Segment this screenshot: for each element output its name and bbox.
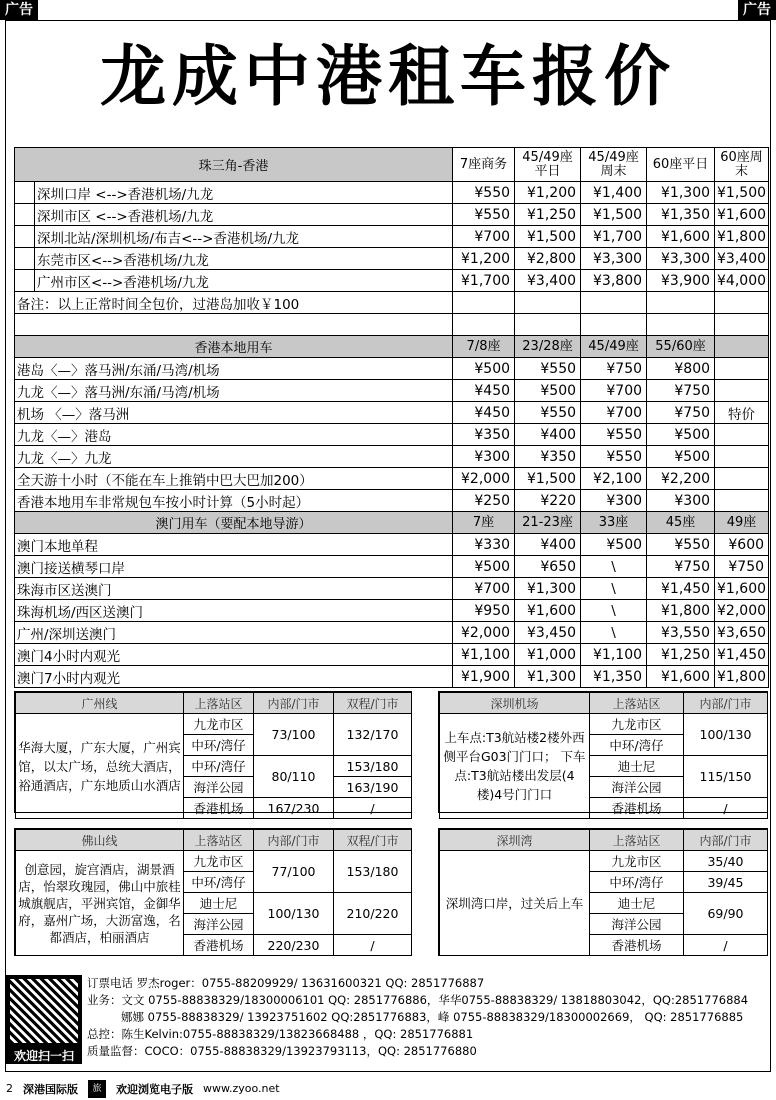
szbay-price-header: 内部/门市 [684,830,768,851]
price-cell: ¥1,700 [581,226,647,248]
foshan-line-box [14,828,412,956]
price-cell: ¥750 [647,402,715,424]
column-header [715,336,769,358]
fs-price-header: 内部/门市 [254,830,334,851]
price-cell: ¥300 [453,446,515,468]
column-header: 45/49座周末 [581,148,647,182]
price-cell: ¥550 [647,534,715,556]
price-cell [715,490,769,512]
route-row [15,424,769,446]
route-row [15,204,769,226]
gz-roundtrip: 132/170 [334,714,412,756]
price-cell: ¥330 [453,534,515,556]
route-row [15,534,769,556]
szbay-pickup-desc: 深圳湾口岸，过关后上车 [440,851,590,956]
gz-roundtrip: 153/180 [334,756,412,777]
price-cell [715,380,769,402]
price-cell: ¥1,000 [515,644,581,666]
shenzhen-airport-box [438,691,768,816]
empty-cell [581,292,647,314]
price-cell: ¥1,700 [453,270,515,292]
contact-line: 质量监督：COCO：0755-88838329/13923793113，QQ: 2851776880 [87,1044,477,1058]
price-cell: ¥1,100 [581,644,647,666]
route-name: 港岛〈—〉落马洲/东涌/马湾/机场 [15,358,453,380]
empty-cell [453,314,515,336]
price-cell: ¥2,200 [647,468,715,490]
sec2-header [15,336,769,358]
qr-code-image [6,975,82,1047]
route-name: 香港本地用车非常规包车按小时计算（5小时起） [15,490,453,512]
price-cell: ¥3,450 [515,622,581,644]
szair-price-header: 内部/门市 [684,693,768,714]
gz-price: 73/100 [254,714,334,756]
checkbox-cell [15,226,35,248]
fs-stop: 海洋公园 [184,914,254,935]
price-cell: ¥1,600 [715,578,769,600]
price-cell: ¥700 [453,578,515,600]
ad-label-right: 广告 [738,0,776,20]
empty-cell [515,292,581,314]
checkbox-cell [15,182,35,204]
gz-stop: 中环/湾仔 [184,756,254,777]
column-header: 7/8座 [453,336,515,358]
qr-code[interactable] [6,975,82,1063]
price-cell: ¥1,450 [715,644,769,666]
edition-name: 深港国际版 [23,1082,78,1096]
gz-title: 广州线 [16,693,184,714]
route-name: 澳门本地单程 [15,534,453,556]
qr-label: 欢迎扫一扫 [6,1047,82,1064]
gz-pickup-desc: 华海大厦，广东大厦，广州宾馆，以太广场，总统大酒店，裕通酒店，广东地质山水酒店 [16,714,184,819]
route-name: 广州市区<-->香港机场/九龙 [35,270,453,292]
price-cell: ¥2,800 [515,248,581,270]
price-cell: ¥2,100 [581,468,647,490]
price-cell: ¥750 [647,556,715,578]
route-row [15,402,769,424]
route-row [15,226,769,248]
route-row [15,556,769,578]
szair-stop: 迪士尼 [590,756,684,777]
szair-stop-header: 上落站区 [590,693,684,714]
route-name: 澳门7小时内观光 [15,666,453,688]
column-header: 60座平日 [647,148,715,182]
fs-stop: 中环/湾仔 [184,872,254,893]
fs-price: 220/230 [254,935,334,956]
fs-price: 77/100 [254,851,334,893]
price-cell: ¥1,600 [515,600,581,622]
section-title: 珠三角-香港 [15,148,453,182]
route-row [15,600,769,622]
price-cell: ¥500 [453,358,515,380]
route-name: 深圳市区 <-->香港机场/九龙 [35,204,453,226]
price-cell: ¥1,450 [647,578,715,600]
column-header: 23/28座 [515,336,581,358]
empty-cell [715,292,769,314]
route-row [15,270,769,292]
price-cell [715,468,769,490]
route-row [15,358,769,380]
szair-pickup-desc: 上车点:T3航站楼2楼外西侧平台G03门门口； 下车点:T3航站楼出发层(4楼)4号门门口 [440,714,590,819]
fs-roundtrip: 153/180 [334,851,412,893]
price-cell: ¥800 [647,358,715,380]
route-name: 机场 〈—〉落马洲 [15,402,453,424]
price-cell: ¥3,400 [515,270,581,292]
price-cell: ¥1,400 [581,182,647,204]
price-cell: ¥1,500 [515,468,581,490]
price-cell: ¥550 [453,182,515,204]
gz-price: 167/230 [254,798,334,819]
website-link[interactable]: www.zyoo.net [203,1082,280,1095]
price-cell: ¥3,900 [647,270,715,292]
price-cell: ¥550 [581,446,647,468]
empty-cell [715,314,769,336]
empty-cell [453,292,515,314]
contact-line: 总控：陈生Kelvin:0755-88838329/13823668488 ，QQ: 2851776881 [87,1027,474,1041]
contact-line: 订票电话 罗杰roger：0755-88209929/ 13631600321 QQ: 2851776887 [87,976,485,990]
price-cell: ¥1,200 [453,248,515,270]
empty-cell [647,292,715,314]
fs-stop: 香港机场 [184,935,254,956]
price-cell: ¥1,100 [453,644,515,666]
route-name: 九龙〈—〉港岛 [15,424,453,446]
price-cell: ¥1,350 [581,666,647,688]
price-cell: \ [581,622,647,644]
price-cell: ¥1,500 [515,226,581,248]
price-cell: ¥450 [453,380,515,402]
price-cell: ¥550 [515,402,581,424]
szbay-stop: 香港机场 [590,935,684,956]
price-cell: ¥3,550 [647,622,715,644]
szair-price: 115/150 [684,756,768,798]
contact-line: 业务：文文 0755-88838329/18300006101 QQ: 2851776886，华华0755-88838329/ 13818803042，QQ:2851776884 [87,993,749,1007]
route-row [15,666,769,688]
route-row [15,622,769,644]
price-cell: ¥500 [647,446,715,468]
price-cell: ¥350 [515,446,581,468]
contact-info [87,975,748,1060]
price-cell: 特价 [715,402,769,424]
route-row [15,468,769,490]
price-cell: ¥500 [515,380,581,402]
column-header: 45/49座 [581,336,647,358]
szair-price: 100/130 [684,714,768,756]
gz-roundtrip: 163/190 [334,777,412,798]
szbay-price: 69/90 [684,893,768,935]
price-cell: ¥500 [647,424,715,446]
column-header: 49座 [715,512,769,534]
szair-price: / [684,798,768,819]
fs-price: 100/130 [254,893,334,935]
sec1-header [15,148,769,182]
fs-pickup-desc: 创意园，旋宫酒店，湖景酒店，怡翠玫瑰园，佛山中旅桂城旗舰店，平洲宾馆，金御华府，嘉州广场，大沥富逸，名都酒店，柏丽酒店 [16,851,184,956]
fs-stop-header: 上落站区 [184,830,254,851]
price-cell: ¥1,250 [515,204,581,226]
price-cell: ¥650 [515,556,581,578]
szair-title: 深圳机场 [440,693,590,714]
price-table [14,147,769,688]
price-cell: ¥1,600 [647,666,715,688]
price-cell: ¥3,300 [581,248,647,270]
price-cell: ¥1,900 [453,666,515,688]
price-cell: ¥1,300 [647,182,715,204]
price-cell: ¥4,000 [715,270,769,292]
gz-stop: 香港机场 [184,798,254,819]
price-cell: ¥1,500 [715,182,769,204]
price-cell: ¥1,800 [715,226,769,248]
price-cell: ¥1,350 [647,204,715,226]
price-cell: ¥1,300 [515,666,581,688]
ad-label-left: 广告 [0,0,38,20]
price-cell: ¥350 [453,424,515,446]
route-row [15,380,769,402]
price-cell: ¥1,800 [715,666,769,688]
gz-stop: 九龙市区 [184,714,254,735]
price-cell: ¥500 [453,556,515,578]
empty-cell [647,314,715,336]
price-cell: ¥300 [647,490,715,512]
price-cell: ¥2,000 [715,600,769,622]
price-cell: \ [581,600,647,622]
sec3-header [15,512,769,534]
route-name: 澳门4小时内观光 [15,644,453,666]
page-title: 龙成中港租车报价 [100,38,676,115]
price-cell: ¥2,000 [453,622,515,644]
price-cell: ¥3,400 [715,248,769,270]
checkbox-cell [15,204,35,226]
price-cell: ¥700 [581,380,647,402]
szair-stop: 海洋公园 [590,777,684,798]
fs-stop: 迪士尼 [184,893,254,914]
price-cell: ¥950 [453,600,515,622]
szair-stop: 香港机场 [590,798,684,819]
price-cell: ¥1,250 [647,644,715,666]
price-cell: ¥1,500 [581,204,647,226]
szbay-price: / [684,935,768,956]
gz-stop: 海洋公园 [184,777,254,798]
gz-stop-header: 上落站区 [184,693,254,714]
empty-cell [581,314,647,336]
section-title: 澳门用车（要配本地导游） [15,512,453,534]
szbay-stop: 海洋公园 [590,914,684,935]
szbay-price: 39/45 [684,872,768,893]
price-cell: ¥550 [515,358,581,380]
fs-roundtrip: / [334,935,412,956]
szair-stop: 九龙市区 [590,714,684,735]
price-cell [715,446,769,468]
fs-roundtrip: 210/220 [334,893,412,935]
route-name: 澳门接送横琴口岸 [15,556,453,578]
price-cell: ¥400 [515,424,581,446]
route-name: 九龙〈—〉落马洲/东涌/马湾/机场 [15,380,453,402]
price-cell: ¥1,600 [715,204,769,226]
route-name: 全天游十小时（不能在车上推销中巴大巴加200） [15,468,453,490]
checkbox-cell [15,248,35,270]
slogan: 欢迎浏览电子版 [116,1082,193,1096]
gz-roundtrip: / [334,798,412,819]
route-name: 珠海机场/西区送澳门 [15,600,453,622]
column-header: 60座周末 [715,148,769,182]
price-cell: ¥250 [453,490,515,512]
price-cell: ¥3,300 [647,248,715,270]
route-name: 深圳口岸 <-->香港机场/九龙 [35,182,453,204]
column-header: 45座 [647,512,715,534]
column-header: 7座商务 [453,148,515,182]
szbay-stop-header: 上落站区 [590,830,684,851]
section-title: 香港本地用车 [15,336,453,358]
guangzhou-line-box [14,691,412,816]
empty-cell [15,314,453,336]
fs-title: 佛山线 [16,830,184,851]
price-cell: ¥1,600 [647,226,715,248]
contact-line: 娜娜 0755-88838329/ 13923751602 QQ:2851776883，峰 0755-88838329/18300002669， QQ: 2851776885 [121,1010,744,1024]
route-row [15,182,769,204]
shenzhen-bay-box [438,828,768,956]
price-cell: ¥700 [453,226,515,248]
price-cell: ¥1,200 [515,182,581,204]
price-cell: ¥750 [715,556,769,578]
szbay-stop: 中环/湾仔 [590,872,684,893]
column-header: 7座 [453,512,515,534]
price-cell: ¥1,800 [647,600,715,622]
szair-stop: 中环/湾仔 [590,735,684,756]
empty-cell [515,314,581,336]
szbay-stop: 迪士尼 [590,893,684,914]
price-cell: \ [581,556,647,578]
route-row [15,490,769,512]
page-number: 2 [6,1082,13,1095]
price-cell: ¥220 [515,490,581,512]
route-name: 深圳北站/深圳机场/布吉<-->香港机场/九龙 [35,226,453,248]
route-name: 九龙〈—〉九龙 [15,446,453,468]
price-cell: ¥750 [647,380,715,402]
price-cell: ¥300 [581,490,647,512]
price-cell: ¥450 [453,402,515,424]
column-header: 33座 [581,512,647,534]
gz-price-header: 内部/门市 [254,693,334,714]
szbay-price: 35/40 [684,851,768,872]
brand-logo-icon: 旅 [88,1080,106,1098]
price-cell: ¥1,300 [515,578,581,600]
price-cell: ¥550 [581,424,647,446]
price-cell: ¥750 [581,358,647,380]
gz-roundtrip-header: 双程/门市 [334,693,412,714]
szbay-stop: 九龙市区 [590,851,684,872]
route-row [15,644,769,666]
gz-stop: 中环/湾仔 [184,735,254,756]
route-name: 东莞市区<-->香港机场/九龙 [35,248,453,270]
price-cell: ¥2,000 [453,468,515,490]
page-footer [0,1077,776,1100]
column-header: 21-23座 [515,512,581,534]
price-cell [715,424,769,446]
price-cell: ¥600 [715,534,769,556]
column-header: 45/49座平日 [515,148,581,182]
price-cell: ¥3,800 [581,270,647,292]
column-header: 55/60座 [647,336,715,358]
note-text: 备注：以上正常时间全包价，过港岛加收￥100 [15,292,453,314]
route-name: 珠海市区送澳门 [15,578,453,600]
fs-roundtrip-header: 双程/门市 [334,830,412,851]
price-cell: \ [581,578,647,600]
route-row [15,578,769,600]
price-cell: ¥400 [515,534,581,556]
price-cell: ¥550 [453,204,515,226]
checkbox-cell [15,270,35,292]
fs-stop: 九龙市区 [184,851,254,872]
route-name: 广州/深圳送澳门 [15,622,453,644]
price-cell: ¥500 [581,534,647,556]
price-cell [715,358,769,380]
price-cell: ¥3,650 [715,622,769,644]
gz-price: 80/110 [254,756,334,798]
route-row [15,446,769,468]
route-row [15,248,769,270]
szbay-title: 深圳湾 [440,830,590,851]
price-cell: ¥700 [581,402,647,424]
